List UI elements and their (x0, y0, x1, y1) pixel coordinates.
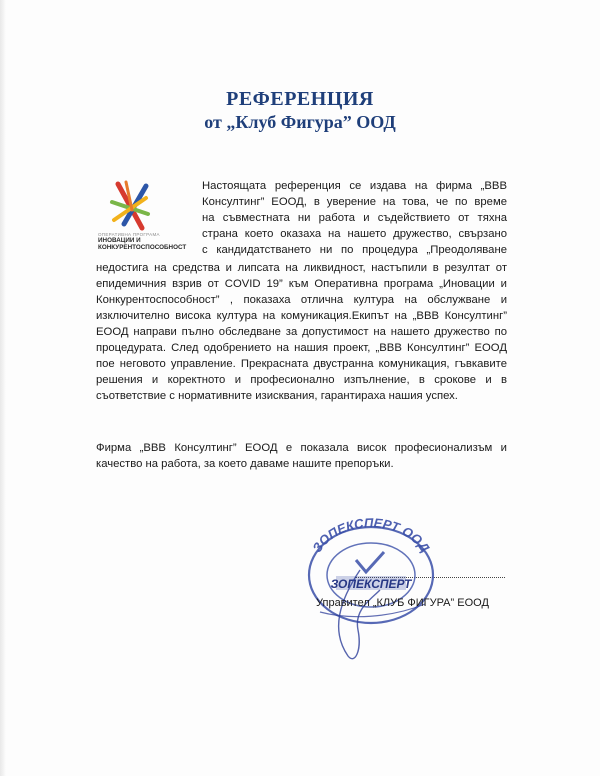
logo-caption-small: ОПЕРАТИВНА ПРОГРАМА (98, 232, 160, 237)
text-line: страна което оказаха на нашето дружество, свързано (202, 228, 507, 240)
stamp-center-text: ЗОПЕКСПЕРТ (330, 577, 412, 591)
document-subtitle: от „Клуб Фигура” ООД (204, 112, 396, 132)
svg-text:ЗОПЕКСПЕРТ ООД (309, 515, 433, 555)
logo-caption-line1: ИНОВАЦИИ И (98, 237, 141, 244)
logo-caption-line2: КОНКУРЕНТОСПОСОБНОСТ (98, 244, 187, 251)
document-title: РЕФЕРЕНЦИЯ (226, 88, 374, 110)
text-line: с кандидатстването ни по процедура „Преодоляване (202, 244, 507, 256)
text-line: Консултинг” ЕООД, в уверение на това, че по време (202, 196, 507, 208)
paragraph-1-intro (202, 178, 507, 258)
stamp-ring-text: ЗОПЕКСПЕРТ ООД (309, 515, 433, 555)
paragraph-1-continued: недостига на средства и липсата на ликвидност, настъпили в резултат от епидемичния взрив от COVID 19” към Оперативна програма „Иновации и Конкурентоспособност” , показаха отлична култура на обслужване и изключително висока култура на комуникация.Екипът на „ВВВ Консултинг” ЕООД направи пълно обследване за допустимост на нашето дружество по процедурата. След одобрението на нашия проект, „ВВВ Консултинг” ЕООД пое неговото управление. Прекрасната двустранна комуникация, гъвкавите решения и коректното и професионално изпълнение, в срокове и в съответствие с нормативните изисквания, гарантираха нашия успех. (96, 262, 507, 402)
paragraph-2: Фирма „ВВВ Консултинг” ЕООД е показала висок професионализъм и качество на работа, за което даваме нашите препоръки. (96, 442, 507, 470)
text-line: на съвместната ни работа и съдействието от тяхна (202, 212, 507, 224)
handwritten-signature-icon (300, 560, 440, 670)
text-line: Настоящата референция се издава на фирма „ВВВ (202, 180, 507, 192)
signature-label: Управител „КЛУБ ФИГУРА” ЕООД (316, 597, 489, 609)
